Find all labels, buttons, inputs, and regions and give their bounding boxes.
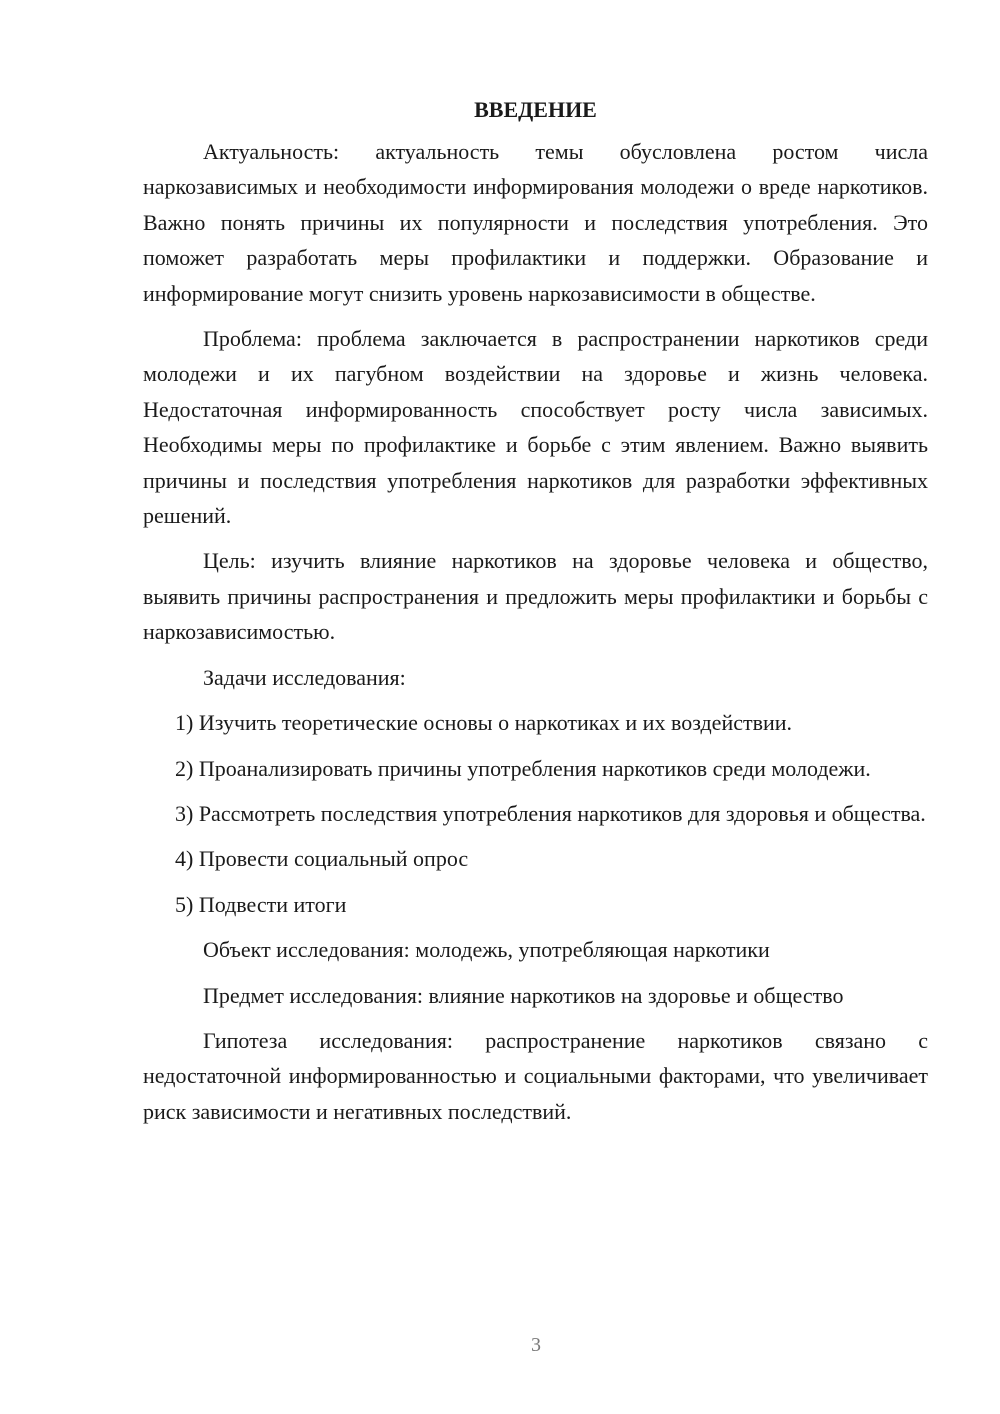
page-title: ВВЕДЕНИЕ xyxy=(474,97,597,122)
page-content xyxy=(143,95,928,1139)
paragraph-problem: Проблема: проблема заключается в распространении наркотиков среди молодежи и их пагубном воздействии на здоровье и жизнь человека. Недостаточная информированность способствует росту числа зависимых. Необходимы меры по профилактике и борьбе с этим явлением. Важно выявить причины и последствия употребления наркотиков для разработки эффективных решений. xyxy=(143,326,928,529)
paragraph-hypothesis: Гипотеза исследования: распространение наркотиков связано с недостаточной информированностью и социальными факторами, что увеличивает риск зависимости и негативных последствий. xyxy=(143,1027,928,1124)
paragraph-subject: Предмет исследования: влияние наркотиков на здоровье и общество xyxy=(203,982,844,1008)
paragraph-goal: Цель: изучить влияние наркотиков на здоровье человека и общество, выявить причины распространения и предложить меры профилактики и борьбы с наркозависимостью. xyxy=(143,548,928,645)
paragraph-relevance: Актуальность: актуальность темы обусловлена ростом числа наркозависимых и необходимости информирования молодежи о вреде наркотиков. Важно понять причины их популярности и последствия употребления. Это поможет разработать меры профилактики и поддержки. Образование и информирование могут снизить уровень наркозависимости в обществе. xyxy=(143,139,928,306)
task-item: 4) Провести социальный опрос xyxy=(175,846,469,872)
task-item: 5) Подвести итоги xyxy=(175,891,347,917)
page-number: 3 xyxy=(531,1334,541,1356)
tasks-heading: Задачи исследования: xyxy=(203,664,406,690)
paragraph-object: Объект исследования: молодежь, употребляющая наркотики xyxy=(203,937,770,963)
task-item: 2) Проанализировать причины употребления наркотиков среди молодежи. xyxy=(175,755,871,781)
task-item: 1) Изучить теоретические основы о наркотиках и их воздействии. xyxy=(175,710,793,736)
task-item: 3) Рассмотреть последствия употребления наркотиков для здоровья и общества. xyxy=(175,800,926,826)
